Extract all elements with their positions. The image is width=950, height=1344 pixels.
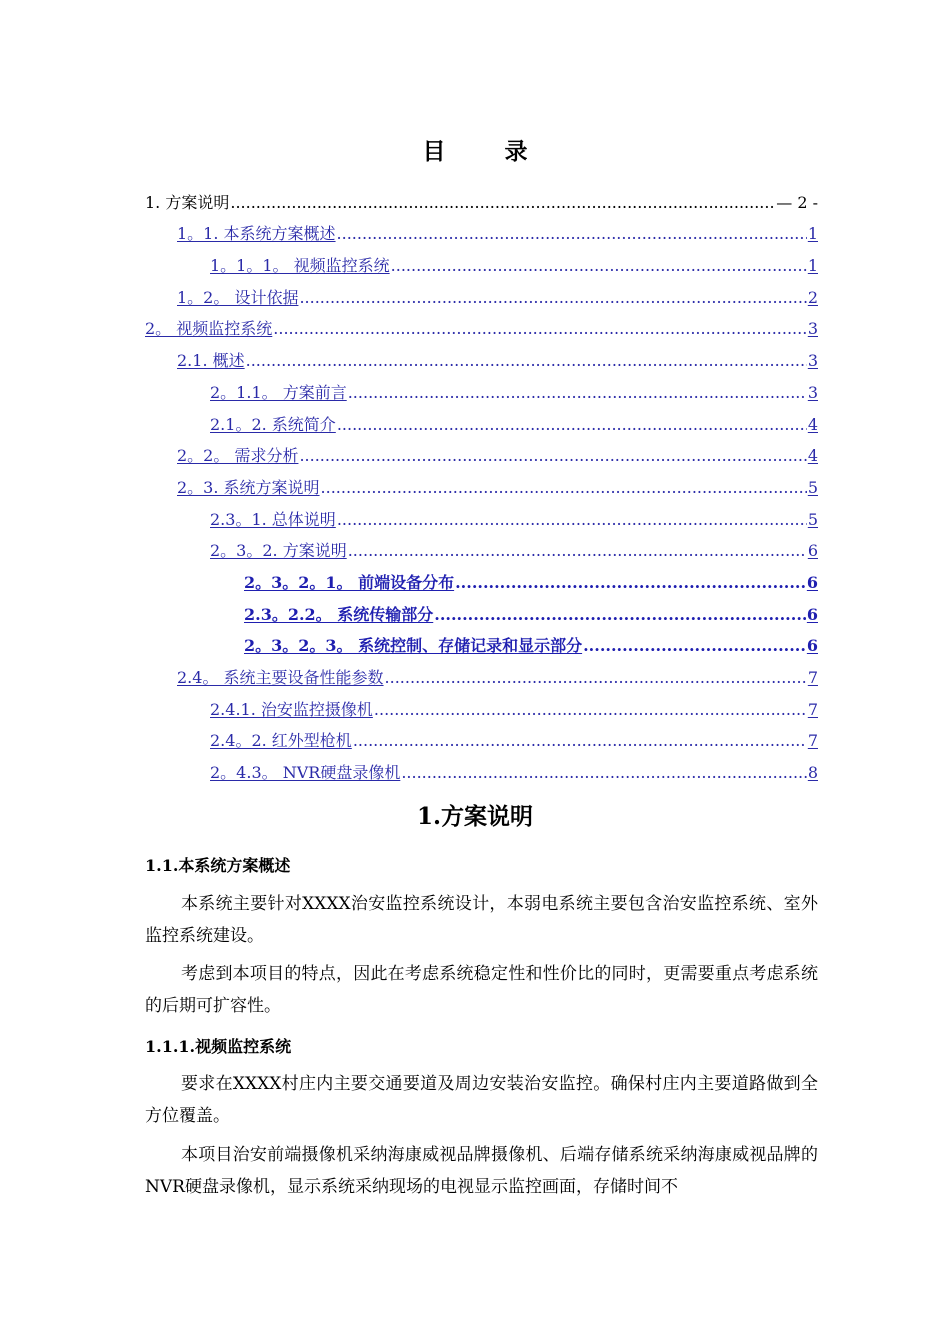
- toc-entry-page: 1: [807, 256, 818, 276]
- toc-entry[interactable]: [145, 308, 818, 340]
- toc-entry-page: 4: [807, 414, 818, 434]
- toc-entry-text: 2.3。2.2。 系统传输部分: [244, 604, 434, 624]
- body-paragraph: 本项目治安前端摄像机采纳海康威视品牌摄像机、后端存储系统采纳海康威视品牌的NVR硬盘录像机，显示系统采纳现场的电视显示监控画面，存储时间不: [145, 1145, 818, 1197]
- toc-leader-dots: [337, 224, 807, 244]
- toc-entry-page: 6: [806, 636, 818, 656]
- toc-entry-text: 2.1. 概述: [177, 351, 245, 371]
- toc-entry-page: 3: [807, 351, 818, 371]
- toc-entry-page: 8: [807, 763, 818, 783]
- toc-leader-dots: [353, 731, 807, 751]
- toc-entry-text: 2。3。2. 方案说明: [210, 541, 347, 561]
- toc-entry-text: 2.4.1. 治安监控摄像机: [210, 699, 373, 719]
- toc-leader-dots: [299, 446, 806, 466]
- toc-entry-text: 2。 视频监控系统: [145, 319, 273, 339]
- toc-entry-text: 2。3。2。1。 前端设备分布: [244, 572, 455, 592]
- section-heading: 1.1.本系统方案概述: [145, 856, 291, 875]
- toc-entry[interactable]: [145, 751, 818, 783]
- toc-entry[interactable]: [145, 466, 818, 498]
- toc-entry-page: 1: [807, 224, 818, 244]
- toc-entry-page: 7: [807, 731, 818, 751]
- toc-entry-text: 2。2。 需求分析: [177, 446, 299, 466]
- toc-leader-dots: [348, 541, 807, 561]
- toc-entry[interactable]: [145, 593, 818, 625]
- toc-leader-dots: [385, 668, 807, 688]
- toc-entry-page: 2: [807, 287, 818, 307]
- toc-leader-dots: [246, 351, 807, 371]
- toc-entry[interactable]: [145, 435, 818, 467]
- toc-entry[interactable]: [145, 688, 818, 720]
- toc-leader-dots: [583, 636, 806, 656]
- toc-leader-dots: [299, 288, 806, 308]
- toc-leader-dots: [337, 415, 807, 435]
- toc-entry-text: 2。4.3。 NVR硬盘录像机: [210, 763, 401, 783]
- toc-entry-text: 1. 方案说明: [145, 192, 230, 212]
- toc-entry-page: 7: [807, 699, 818, 719]
- toc-entry-text: 2.4。2. 红外型枪机: [210, 731, 352, 751]
- toc-entry[interactable]: [145, 530, 818, 562]
- toc-entry[interactable]: [145, 403, 818, 435]
- toc-leader-dots: [401, 763, 806, 783]
- toc-leader-dots: [455, 573, 806, 593]
- toc-entry-text: 2.3。1. 总体说明: [210, 509, 336, 529]
- toc-entry-page: 6: [806, 604, 818, 624]
- toc-entry[interactable]: [145, 244, 818, 276]
- toc-entry[interactable]: [145, 656, 818, 688]
- toc-entry[interactable]: [145, 339, 818, 371]
- body-paragraph: 要求在XXXX村庄内主要交通要道及周边安装治安监控。确保村庄内主要道路做到全方位覆盖。: [145, 1074, 818, 1126]
- toc-entry-text: 2。3。2。3。 系统控制、存储记录和显示部分: [244, 636, 583, 656]
- toc-entry[interactable]: [145, 498, 818, 530]
- toc-entry-page: — 2 -: [776, 192, 818, 212]
- toc-entry[interactable]: [145, 276, 818, 308]
- toc-leader-dots: [230, 193, 775, 213]
- toc-entry-text: 2.4。 系统主要设备性能参数: [177, 668, 384, 687]
- toc-entry-page: 3: [807, 319, 818, 339]
- toc-entry-page: 6: [807, 541, 818, 561]
- toc-entry-page: 4: [807, 446, 818, 466]
- toc-entry-page: 5: [807, 477, 818, 497]
- toc-leader-dots: [391, 256, 807, 276]
- toc-leader-dots: [337, 510, 807, 530]
- toc-title: 目 录: [422, 138, 546, 165]
- toc-leader-dots: [374, 700, 807, 720]
- chapter-heading: 1.方案说明: [416, 803, 533, 830]
- toc-entry-text: 2。3. 系统方案说明: [177, 477, 320, 497]
- toc-entry-text: 1。1。1。 视频监控系统: [210, 256, 390, 276]
- toc-leader-dots: [434, 605, 806, 625]
- toc-entry[interactable]: [145, 213, 818, 245]
- toc-entry[interactable]: [145, 625, 818, 657]
- toc-entry[interactable]: [145, 720, 818, 752]
- toc-leader-dots: [273, 319, 807, 339]
- toc-entry-page: 6: [806, 572, 818, 592]
- body-paragraph: 考虑到本项目的特点，因此在考虑系统稳定性和性价比的同时，更需要重点考虑系统的后期可扩容性。: [145, 964, 818, 1016]
- toc-entry-page: 5: [807, 509, 818, 529]
- toc-entry[interactable]: [145, 371, 818, 403]
- body-paragraph: 本系统主要针对XXXX治安监控系统设计，本弱电系统主要包含治安监控系统、室外监控系统建设。: [145, 894, 818, 946]
- toc-leader-dots: [348, 383, 807, 403]
- toc-entry-text: 2.1。2. 系统简介: [210, 414, 336, 434]
- toc-entry-page: 3: [807, 382, 818, 402]
- toc-entry-page: 7: [807, 668, 818, 687]
- toc-entry-text: 2。1.1。 方案前言: [210, 382, 347, 402]
- toc-entry-text: 1。1. 本系统方案概述: [177, 224, 336, 244]
- subsection-heading: 1.1.1.视频监控系统: [145, 1037, 292, 1056]
- toc-entry[interactable]: [145, 181, 818, 213]
- table-of-contents: [145, 181, 818, 783]
- toc-entry-text: 1。2。 设计依据: [177, 287, 299, 307]
- toc-entry[interactable]: [145, 561, 818, 593]
- toc-leader-dots: [321, 478, 807, 498]
